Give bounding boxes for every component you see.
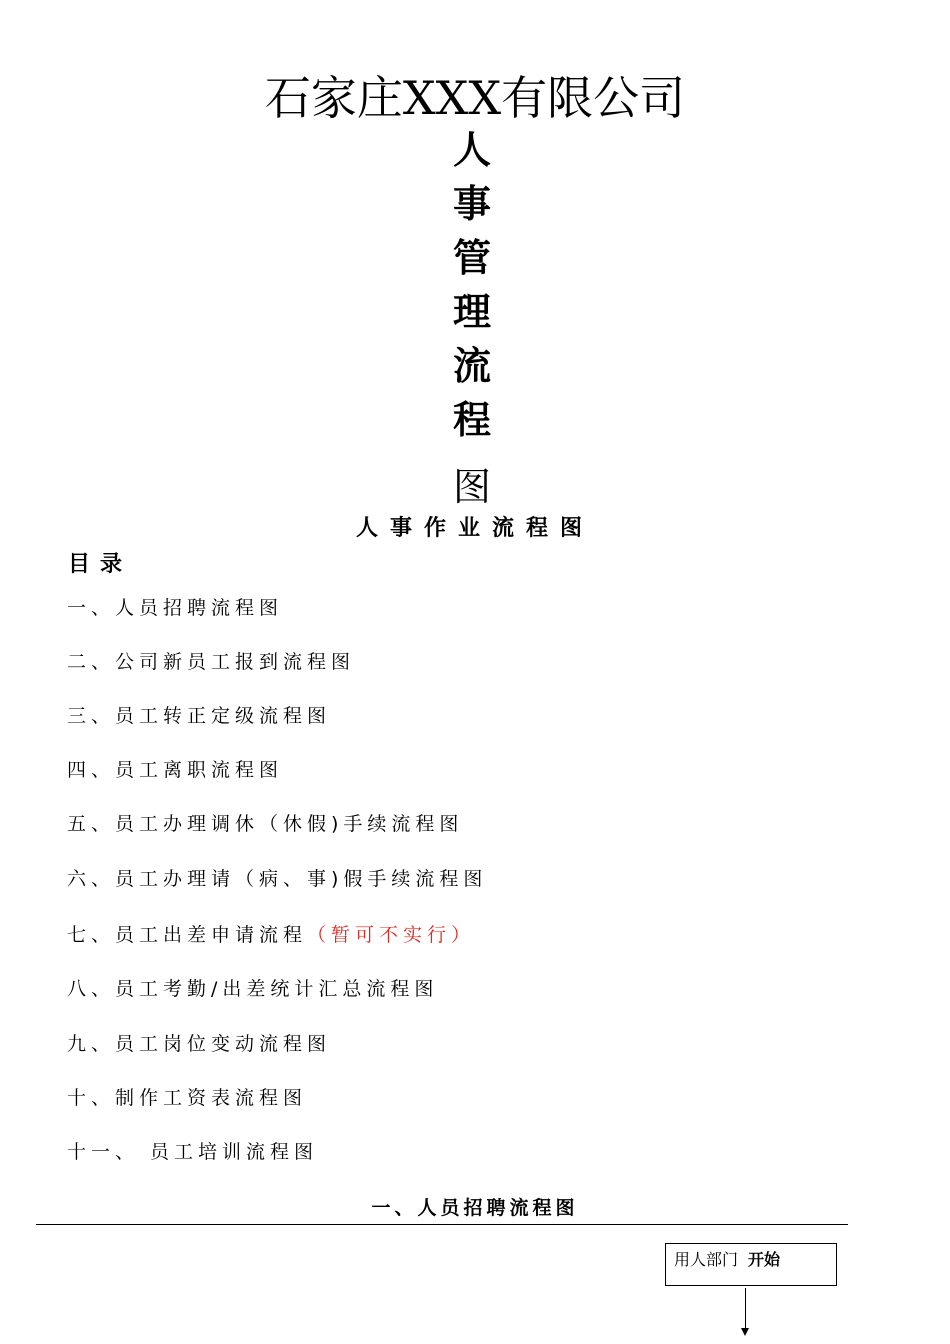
toc-heading: 目录 [68, 552, 133, 577]
toc-item[interactable]: 十、制作工资表流程图 [67, 1087, 308, 1109]
toc-item[interactable]: 六、员工办理请（病、事)假手续流程图 [67, 868, 488, 890]
toc-item[interactable]: 一、人员招聘流程图 [67, 597, 284, 619]
toc-item[interactable]: 九、员工岗位变动流程图 [67, 1033, 332, 1055]
section-title: 一、人员招聘流程图 [371, 1197, 579, 1219]
toc-item[interactable]: 四、员工离职流程图 [67, 759, 284, 781]
flow-box-start: 开始 [748, 1250, 781, 1269]
toc-item-note: （暂可不实行） [307, 924, 476, 946]
vertical-title-char: 图 [452, 465, 491, 509]
vertical-title-char: 程 [452, 398, 491, 442]
flow-arrow-line [745, 1288, 746, 1328]
flow-arrow-head-icon [741, 1328, 749, 1336]
toc-item[interactable] [67, 922, 475, 948]
document-subtitle: 人事作业流程图 [355, 516, 594, 541]
toc-item-label: 七、员工出差申请流程 [67, 924, 308, 946]
vertical-title-char: 流 [452, 344, 491, 388]
vertical-title-char: 管 [452, 236, 491, 280]
toc-item[interactable]: 二、公司新员工报到流程图 [67, 651, 356, 673]
toc-item[interactable]: 五、员工办理调休（休假)手续流程图 [67, 813, 464, 835]
vertical-title-char: 理 [452, 290, 491, 334]
vertical-title-char: 事 [452, 182, 491, 226]
toc-item[interactable]: 八、员工考勤/出差统计汇总流程图 [67, 978, 439, 1000]
section-divider [36, 1224, 848, 1225]
company-name: 石家庄XXX有限公司 [264, 71, 686, 125]
flow-start-box [665, 1243, 837, 1286]
vertical-title-char: 人 [452, 128, 491, 172]
toc-item[interactable]: 三、员工转正定级流程图 [67, 705, 332, 727]
toc-item[interactable]: 十一、 员工培训流程图 [67, 1141, 319, 1163]
flow-box-dept: 用人部门 [674, 1250, 739, 1269]
